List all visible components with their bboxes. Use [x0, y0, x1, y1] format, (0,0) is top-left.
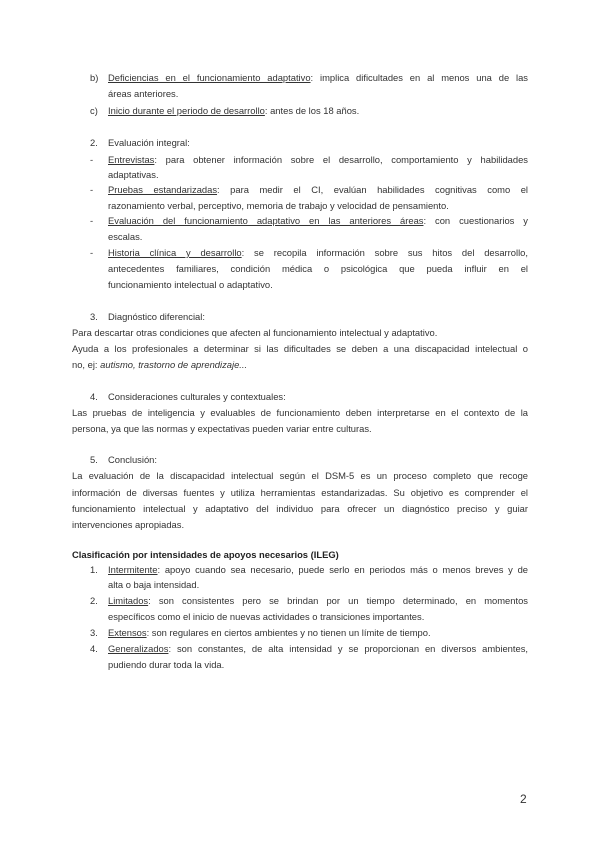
- section-title: Evaluación integral:: [108, 137, 190, 148]
- paragraph-line: intervenciones apropiadas.: [72, 519, 185, 530]
- item-term: Historia clínica y desarrollo: [108, 247, 242, 258]
- list-item: Evaluación del funcionamiento adaptativo en las anteriores áreas: con cuestionarios y: [108, 215, 528, 226]
- list-item-continuation: alta o baja intensidad.: [108, 579, 200, 590]
- list-item: Generalizados: son constantes, de alta intensidad y se proporcionan en diversos ambientes,: [108, 643, 528, 654]
- paragraph-line: persona, ya que las normas y expectativas pueden variar entre culturas.: [72, 423, 372, 434]
- list-item: Limitados: son consistentes pero se brindan por un tiempo determinado, en momentos: [108, 595, 528, 606]
- list-item-continuation: específicos como el inicio de nuevas actividades o transiciones importantes.: [108, 611, 425, 622]
- paragraph-line: no, ej: autismo, trastorno de aprendizaje...: [72, 359, 248, 370]
- bullet-dash: -: [90, 154, 94, 165]
- list-item-continuation: adaptativas.: [108, 169, 159, 180]
- list-item-continuation: razonamiento verbal, perceptivo, memoria de trabajo y velocidad de pensamiento.: [108, 200, 449, 211]
- bullet-dash: -: [90, 247, 94, 258]
- item-term: Evaluación del funcionamiento adaptativo en las anteriores áreas: [108, 215, 424, 226]
- paragraph-line: Ayuda a los profesionales a determinar si las dificultades se deben a una discapacidad intelectual o: [72, 343, 528, 354]
- list-item-continuation: antecedentes familiares, condición médica o psicológica que pueda influir en el: [108, 263, 528, 274]
- list-item-continuation: funcionamiento intelectual o adaptativo.: [108, 279, 273, 290]
- bullet-dash: -: [90, 215, 94, 226]
- paragraph-line: Las pruebas de inteligencia y evaluables de funcionamiento deben interpretarse en el contexto de la: [72, 407, 528, 418]
- bullet-dash: -: [90, 184, 94, 195]
- paragraph-line: información de diversas fuentes y utiliza herramientas estandarizadas. Su objetivo es comprender el: [72, 487, 528, 498]
- criterion-b-line2: áreas anteriores.: [108, 88, 179, 99]
- list-marker: c): [90, 105, 98, 116]
- example-text: autismo, trastorno de aprendizaje...: [100, 359, 248, 370]
- ileg-heading: Clasificación por intensidades de apoyos necesarios (ILEG): [72, 549, 339, 560]
- page-number: 2: [520, 792, 527, 806]
- item-term: Pruebas estandarizadas: [108, 184, 218, 195]
- criterion-b-line1: Deficiencias en el funcionamiento adaptativo: implica dificultades en al menos una de las: [108, 72, 528, 83]
- section-number: 5.: [90, 454, 98, 465]
- paragraph-line: La evaluación de la discapacidad intelectual según el DSM-5 es un proceso completo que recoge: [72, 470, 528, 481]
- list-item: Intermitente: apoyo cuando sea necesario, puede serlo en periodos más o menos breves y de: [108, 564, 528, 575]
- section-number: 3.: [90, 311, 98, 322]
- criterion-c-term: Inicio durante el periodo de desarrollo: [108, 105, 265, 116]
- list-item: Entrevistas: para obtener información sobre el desarrollo, comportamiento y habilidades: [108, 154, 528, 165]
- section-title: Conclusión:: [108, 454, 157, 465]
- section-title: Consideraciones culturales y contextuales:: [108, 391, 286, 402]
- list-marker: b): [90, 72, 99, 83]
- item-term: Entrevistas: [108, 154, 155, 165]
- list-item-continuation: pudiendo durar toda la vida.: [108, 659, 225, 670]
- list-number: 3.: [90, 627, 98, 638]
- item-term: Extensos: [108, 627, 147, 638]
- list-item: Pruebas estandarizadas: para medir el CI, evalúan habilidades cognitivas como el: [108, 184, 528, 195]
- criterion-b-term: Deficiencias en el funcionamiento adaptativo: [108, 72, 311, 83]
- item-term: Intermitente: [108, 564, 158, 575]
- section-number: 2.: [90, 137, 98, 148]
- list-item: Historia clínica y desarrollo: se recopila información sobre sus hitos del desarrollo,: [108, 247, 528, 258]
- item-term: Generalizados: [108, 643, 169, 654]
- criterion-c-line: Inicio durante el periodo de desarrollo: antes de los 18 años.: [108, 105, 360, 116]
- list-item: Extensos: son regulares en ciertos ambientes y no tienen un límite de tiempo.: [108, 627, 431, 638]
- list-number: 2.: [90, 595, 98, 606]
- section-number: 4.: [90, 391, 98, 402]
- paragraph-line: Para descartar otras condiciones que afecten al funcionamiento intelectual y adaptativo.: [72, 327, 438, 338]
- list-item-continuation: escalas.: [108, 231, 143, 242]
- item-term: Limitados: [108, 595, 149, 606]
- section-title: Diagnóstico diferencial:: [108, 311, 205, 322]
- list-number: 4.: [90, 643, 98, 654]
- paragraph-line: funcionamiento intelectual y adaptativo del individuo para ofrecer un diagnóstico preciso y guiar: [72, 503, 528, 514]
- list-number: 1.: [90, 564, 98, 575]
